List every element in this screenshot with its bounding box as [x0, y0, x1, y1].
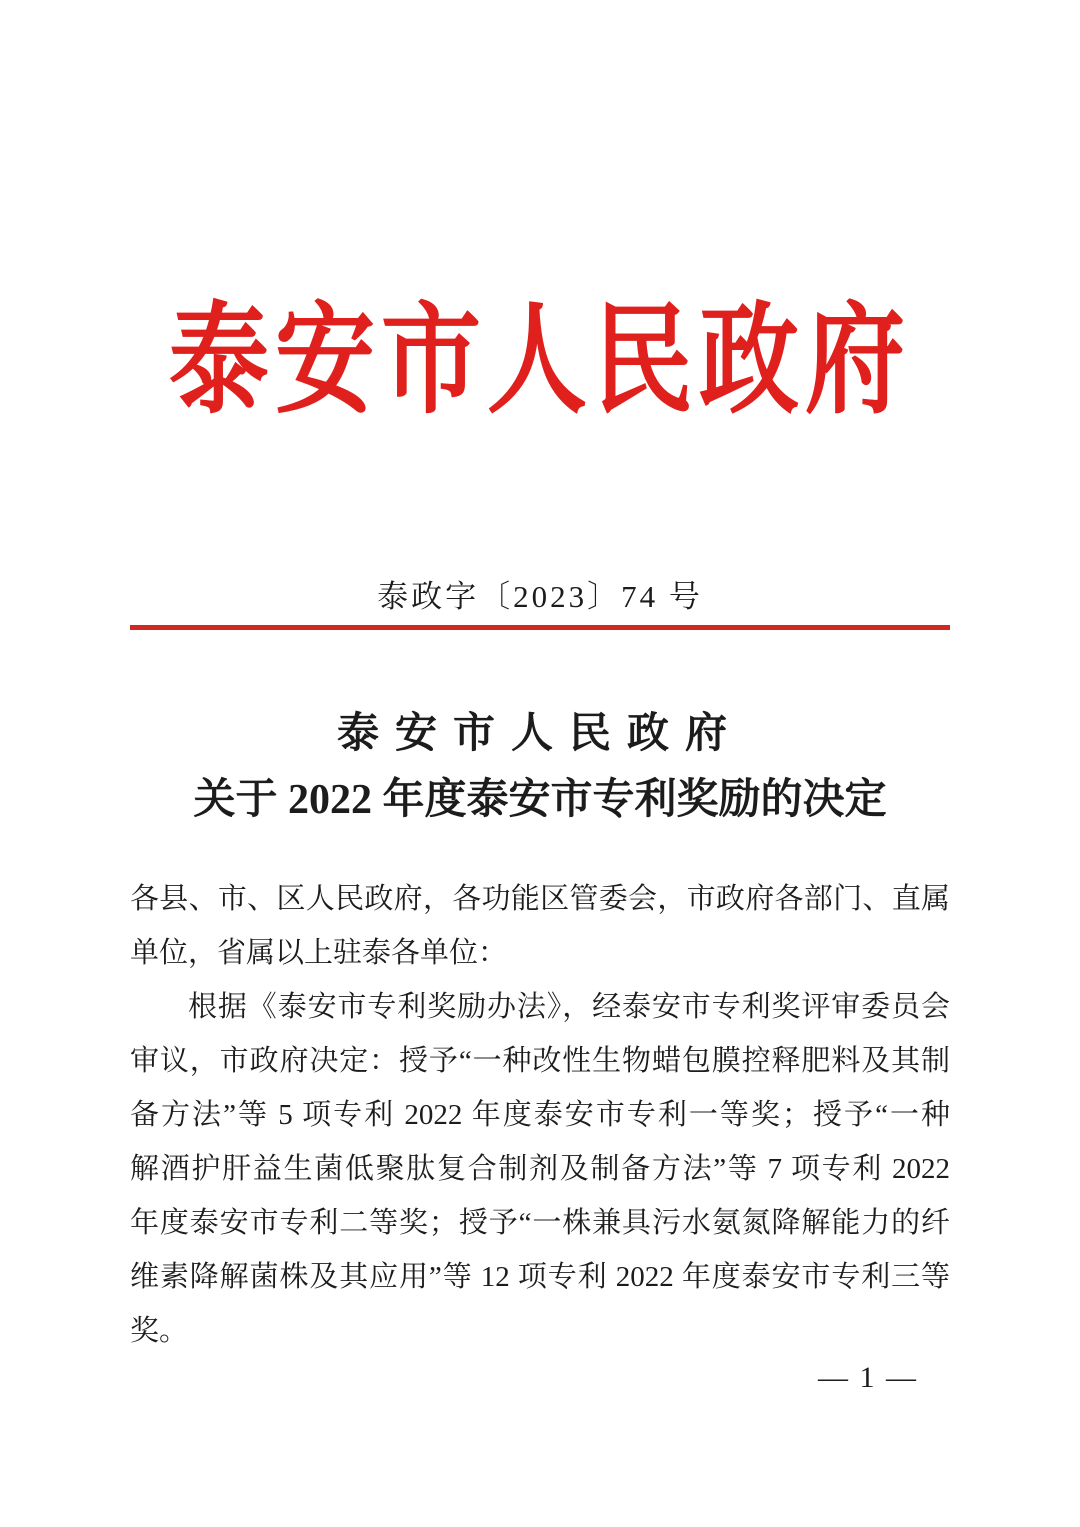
document-number: 泰政字〔2023〕74 号	[377, 579, 703, 614]
document-title-line-1: 泰安市人民政府	[336, 711, 743, 757]
body-line: 单位，省属以上驻泰各单位：	[130, 937, 508, 969]
body-line: 解酒护肝益生菌低聚肽复合制剂及制备方法”等 7 项专利 2022	[130, 1153, 950, 1185]
body-line: 奖。	[130, 1315, 189, 1347]
body-line: 备方法”等 5 项专利 2022 年度泰安市专利一等奖；授予“一种	[130, 1099, 950, 1131]
body-text	[130, 872, 950, 1358]
body-line: 各县、市、区人民政府，各功能区管委会，市政府各部门、直属	[130, 883, 950, 915]
body-line: 审议，市政府决定：授予“一种改性生物蜡包膜控释肥料及其制	[130, 1045, 950, 1077]
masthead-title: 泰安市人民政府	[169, 294, 911, 428]
document-title-line-2: 关于 2022 年度泰安市专利奖励的决定	[193, 777, 887, 823]
body-line: 维素降解菌株及其应用”等 12 项专利 2022 年度泰安市专利三等	[130, 1261, 950, 1293]
red-divider-line	[130, 625, 950, 630]
body-line: 年度泰安市专利二等奖；授予“一株兼具污水氨氮降解能力的纤	[130, 1207, 950, 1239]
page-number: — 1 —	[818, 1361, 918, 1394]
body-line: 根据《泰安市专利奖励办法》，经泰安市专利奖评审委员会	[188, 991, 950, 1023]
